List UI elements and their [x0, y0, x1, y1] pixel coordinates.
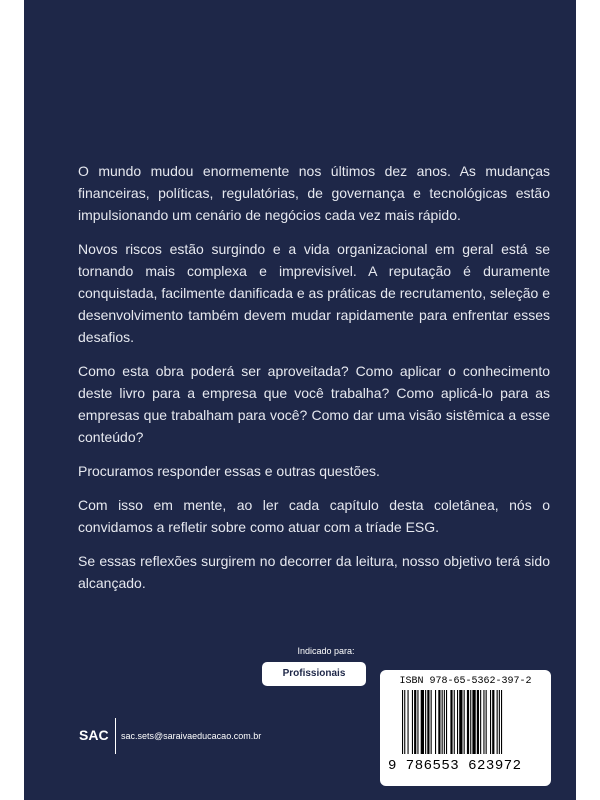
audience-label: Indicado para: — [297, 646, 355, 656]
paragraph-3: Como esta obra poderá ser aproveitada? Como aplicar o conhecimento deste livro para a empresa que você trabalha? Como aplicá-lo para as empresas que trabalham para você? Como dar uma visão sistêmica a esse conteúdo? — [78, 363, 550, 445]
paragraph-2: Novos riscos estão surgindo e a vida organizacional em geral está se tornando mais complexa e imprevisível. A reputação é duramente conquistada, facilmente danificada e as práticas de recrutamento, seleção e desenvolvimento também devem mudar rapidamente para enfrentar esses desafios. — [78, 241, 550, 345]
barcode-digits: 9 786553 623972 — [388, 758, 522, 774]
audience-badge: Profissionais — [262, 662, 366, 686]
blurb-text — [78, 160, 550, 606]
paragraph-1: O mundo mudou enormemente nos últimos dez anos. As mudanças financeiras, políticas, regulatórias, de governança e tecnológicas estão impulsionando um cenário de negócios cada vez mais rápido. — [78, 163, 550, 223]
paragraph-5: Com isso em mente, ao ler cada capítulo desta coletânea, nós o convidamos a refletir sobre como atuar com a tríade ESG. — [78, 497, 550, 535]
paragraph-6: Se essas reflexões surgirem no decorrer da leitura, nosso objetivo terá sido alcançado. — [78, 553, 550, 591]
sac-divider — [115, 718, 116, 754]
back-cover — [24, 0, 576, 800]
sac-email: sac.sets@saraivaeducacao.com.br — [121, 731, 262, 741]
isbn-text: ISBN 978-65-5362-397-2 — [399, 676, 532, 687]
paragraph-4: Procuramos responder essas e outras questões. — [78, 463, 380, 479]
sac-label: SAC — [79, 727, 109, 743]
barcode-box — [380, 670, 551, 786]
barcode-icon — [402, 690, 538, 758]
